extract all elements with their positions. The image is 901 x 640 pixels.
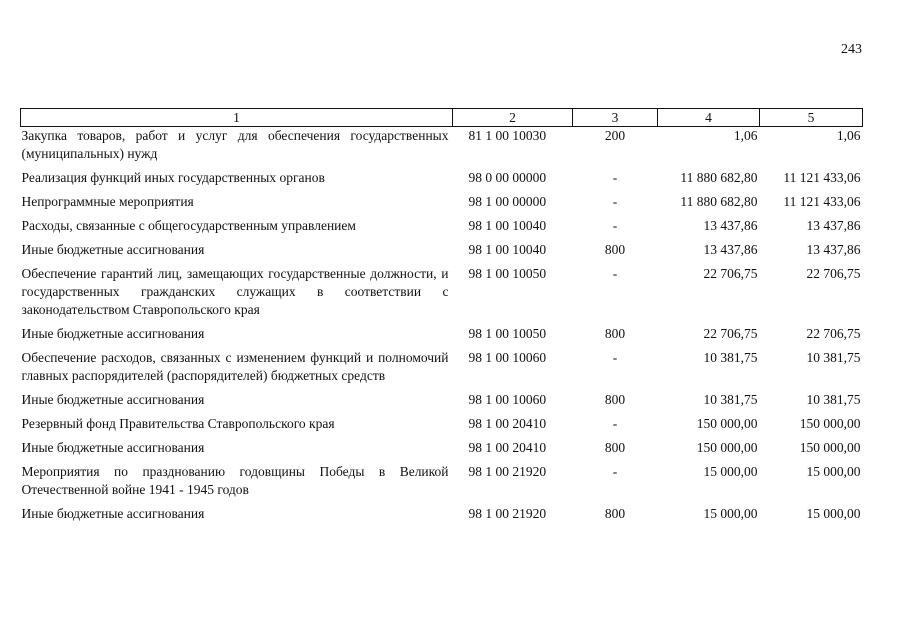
table-row (21, 193, 863, 217)
row-target-code: 98 1 00 20410 (468, 416, 547, 431)
row-description: Обеспечение гарантий лиц, замещающих государственные должности, и государственных гражданских служащих в соответствии с законодательством Ставропольского края (21, 266, 449, 317)
row-amount-col-5: 22 706,75 (806, 326, 861, 341)
row-expense-type: - (612, 416, 618, 431)
row-amount-col-4: 22 706,75 (703, 326, 758, 341)
table-row (21, 241, 863, 265)
row-amount-col-5: 10 381,75 (806, 350, 861, 365)
row-amount-col-4: 13 437,86 (703, 218, 758, 233)
row-amount-col-4: 1,06 (733, 128, 758, 143)
row-amount-col-5: 150 000,00 (799, 440, 861, 455)
row-target-code: 98 0 00 00000 (468, 170, 547, 185)
row-target-code: 98 1 00 10050 (468, 326, 547, 341)
table-row (21, 391, 863, 415)
table-row (21, 127, 863, 170)
row-amount-col-5: 13 437,86 (806, 218, 861, 233)
table-row (21, 169, 863, 193)
row-amount-col-4: 10 381,75 (703, 350, 758, 365)
header-col-4: 4 (658, 109, 760, 127)
row-description: Обеспечение расходов, связанных с изменением функций и полномочий главных распорядителей (распорядителей) бюджетных средств (21, 350, 449, 383)
row-target-code: 98 1 00 10060 (468, 350, 547, 365)
table-body (21, 127, 863, 530)
row-target-code: 98 1 00 21920 (468, 464, 547, 479)
row-description: Иные бюджетные ассигнования (21, 392, 205, 407)
row-target-code: 98 1 00 10050 (468, 266, 547, 281)
row-expense-type: 800 (604, 440, 626, 455)
row-amount-col-4: 11 880 682,80 (680, 170, 758, 185)
row-target-code: 98 1 00 20410 (468, 440, 547, 455)
row-expense-type: 800 (604, 506, 626, 521)
row-amount-col-4: 11 880 682,80 (680, 194, 758, 209)
table-row (21, 463, 863, 505)
row-amount-col-5: 11 121 433,06 (783, 170, 861, 185)
row-expense-type: - (612, 350, 618, 365)
row-amount-col-5: 22 706,75 (806, 266, 861, 281)
table-row (21, 439, 863, 463)
row-expense-type: 800 (604, 242, 626, 257)
row-expense-type: - (612, 464, 618, 479)
row-amount-col-4: 13 437,86 (703, 242, 758, 257)
table-row (21, 349, 863, 391)
row-amount-col-5: 15 000,00 (806, 506, 861, 521)
row-amount-col-4: 15 000,00 (703, 464, 758, 479)
header-row (21, 109, 863, 127)
row-description: Мероприятия по празднованию годовщины Победы в Великой Отечественной войне 1941 - 1945 годов (21, 464, 449, 497)
header-col-3: 3 (573, 109, 658, 127)
page-number: 243 (841, 42, 862, 57)
row-expense-type: - (612, 170, 618, 185)
row-amount-col-4: 150 000,00 (696, 440, 758, 455)
row-amount-col-5: 11 121 433,06 (783, 194, 861, 209)
row-amount-col-5: 15 000,00 (806, 464, 861, 479)
row-description: Закупка товаров, работ и услуг для обеспечения государственных (муниципальных) нужд (21, 128, 449, 161)
row-description: Иные бюджетные ассигнования (21, 326, 205, 341)
table-header (21, 109, 863, 127)
budget-table (20, 108, 863, 529)
table-row (21, 325, 863, 349)
row-description: Расходы, связанные с общегосударственным управлением (21, 218, 356, 233)
header-col-5: 5 (760, 109, 863, 127)
row-amount-col-5: 13 437,86 (806, 242, 861, 257)
row-expense-type: - (612, 266, 618, 281)
row-amount-col-4: 10 381,75 (703, 392, 758, 407)
row-amount-col-5: 10 381,75 (806, 392, 861, 407)
row-description: Непрограммные мероприятия (21, 194, 194, 209)
row-description: Иные бюджетные ассигнования (21, 440, 205, 455)
header-col-1: 1 (21, 109, 453, 127)
row-description: Иные бюджетные ассигнования (21, 506, 205, 521)
row-target-code: 98 1 00 21920 (468, 506, 547, 521)
row-description: Резервный фонд Правительства Ставропольского края (21, 416, 335, 431)
row-description: Иные бюджетные ассигнования (21, 242, 205, 257)
table-row (21, 415, 863, 439)
row-amount-col-4: 22 706,75 (703, 266, 758, 281)
header-col-2: 2 (453, 109, 573, 127)
row-amount-col-5: 150 000,00 (799, 416, 861, 431)
row-target-code: 98 1 00 10040 (468, 242, 547, 257)
row-expense-type: - (612, 194, 618, 209)
row-expense-type: - (612, 218, 618, 233)
row-expense-type: 800 (604, 392, 626, 407)
row-target-code: 81 1 00 10030 (468, 128, 547, 143)
table-row (21, 217, 863, 241)
table-row (21, 505, 863, 529)
row-amount-col-4: 15 000,00 (703, 506, 758, 521)
row-target-code: 98 1 00 10040 (468, 218, 547, 233)
row-expense-type: 800 (604, 326, 626, 341)
row-amount-col-4: 150 000,00 (696, 416, 758, 431)
row-target-code: 98 1 00 10060 (468, 392, 547, 407)
row-target-code: 98 1 00 00000 (468, 194, 547, 209)
row-description: Реализация функций иных государственных органов (21, 170, 325, 185)
row-amount-col-5: 1,06 (836, 128, 861, 143)
table-row (21, 265, 863, 325)
row-expense-type: 200 (604, 128, 626, 143)
